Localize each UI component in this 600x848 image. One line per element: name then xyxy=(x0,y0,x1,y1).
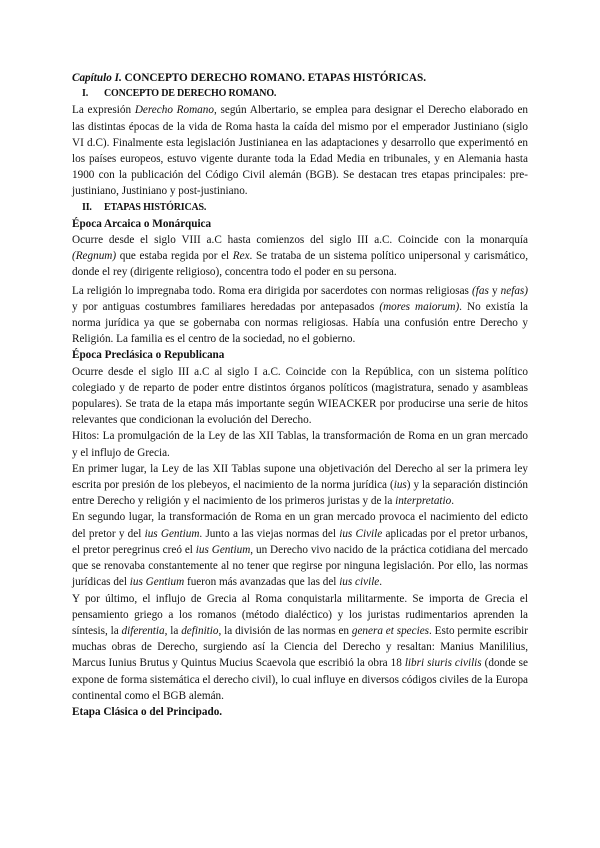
paragraph-definition: La expresión Derecho Romano, según Albertario, se emplea para designar el Derecho elaborado en las distintas épocas de la vida de Roma hasta la caída del mismo por el emperador Justiniano (siglo VI d.C). Finalmente esta legislación Justinianea en las adaptaciones y desarrollo que experimentó en los países europeos, estuvo vigente durante toda la Edad Media en tribunales, y en Alemania hasta 1900 con la publicación del Código Civil alemán (BGB). Se destacan tres etapas principales: pre-justiniano, Justiniano y post-justiniano. xyxy=(72,104,529,198)
era-heading-arcaica: Época Arcaica o Monárquica xyxy=(72,217,212,230)
paragraph-hitos: Hitos: La promulgación de la Ley de las XII Tablas, la transformación de Roma en un gran mercado y el influjo de Grecia. xyxy=(72,430,528,459)
paragraph-grecia: Y por último, el influjo de Grecia al Roma conquistarla militarmente. Se importa de Grecia el pensamiento griego a los romanos (método dialéctico) y los juristas rudimentarios aprenden la síntesis, la diferentia, la definitio, la división de las normas en genera et species. Esto permite escribir muchas obras de Derecho, surgiendo así la Ciencia del Derecho y resaltan: Manius Manililius, Marcus Iunius Brutus y Quintus Mucius Scaevola que escribió la obra 18 libri siuris civilis (donde se expone de forma sistemática el derecho civil), lo cual influye en diversos códigos civiles de la Europa continental como el BGB alemán. xyxy=(72,592,528,702)
section-heading-text: CONCEPTO DE DERECHO ROMANO. xyxy=(104,88,277,100)
chapter-title xyxy=(72,70,528,86)
document-page xyxy=(72,70,528,720)
section-heading-text: ETAPAS HISTÓRICAS. xyxy=(104,201,207,213)
era-heading-preclasica: Época Preclásica o Republicana xyxy=(72,349,225,362)
section-heading-2 xyxy=(72,200,528,216)
section-number: II. xyxy=(82,201,92,213)
era-heading-clasica: Etapa Clásica o del Principado. xyxy=(72,705,223,718)
paragraph-arcaica-1: Ocurre desde el siglo VIII a.C hasta comienzos del siglo III a.C. Coincide con la monarquía (Regnum) que estaba regida por el Rex. Se trataba de un sistema político unipersonal y carismático, donde el rey (dirigente religioso), concentra todo el poder en su persona. xyxy=(72,234,528,279)
section-heading-1 xyxy=(72,86,528,102)
chapter-label: Capítulo I. xyxy=(72,72,122,84)
paragraph-preclasica-1: Ocurre desde el siglo III a.C al siglo I a.C. Coincide con la República, con un sistema político colegiado y de reparto de poder entre distintos órganos políticos (magistratura, senado y asambleas populares). Se trata de la etapa más importante según WIEACKER por producirse una serie de hitos relevantes que condicionan la evolución del Derecho. xyxy=(72,365,528,427)
paragraph-xii-tablas: En primer lugar, la Ley de las XII Tablas supone una objetivación del Derecho al ser la primera ley escrita por presión de los plebeyos, el nacimiento de la norma jurídica (ius) y la separación distinción entre Derecho y religión y el nacimiento de los primeros juristas y de la interpretatio. xyxy=(72,462,528,508)
section-number: I. xyxy=(82,88,88,100)
chapter-text: CONCEPTO DERECHO ROMANO. ETAPAS HISTÓRICAS. xyxy=(124,72,427,84)
paragraph-mercado: En segundo lugar, la transformación de Roma en un gran mercado provoca el nacimiento del edicto del pretor y del ius Gentium. Junto a las viejas normas del ius Civile aplicadas por el pretor urbanos, el pretor peregrinus creó el ius Gentium, un Derecho vivo nacido de la práctica cotidiana del mercado que se renovaba constantemente al no tener que regirse por ninguna legislación. Por ello, las normas jurídicas del ius Gentium fueron más avanzadas que las del ius civile. xyxy=(72,511,528,589)
paragraph-arcaica-2: La religión lo impregnaba todo. Roma era dirigida por sacerdotes con normas religiosas (fas y nefas) y por antiguas costumbres familiares heredadas por antepasados (mores maiorum). No existía la norma jurídica ya que se gobernaba con normas religiosas. Había una confusión entre Derecho y Religión. La familia es el centro de la sociedad, no el gobierno. xyxy=(72,284,529,346)
